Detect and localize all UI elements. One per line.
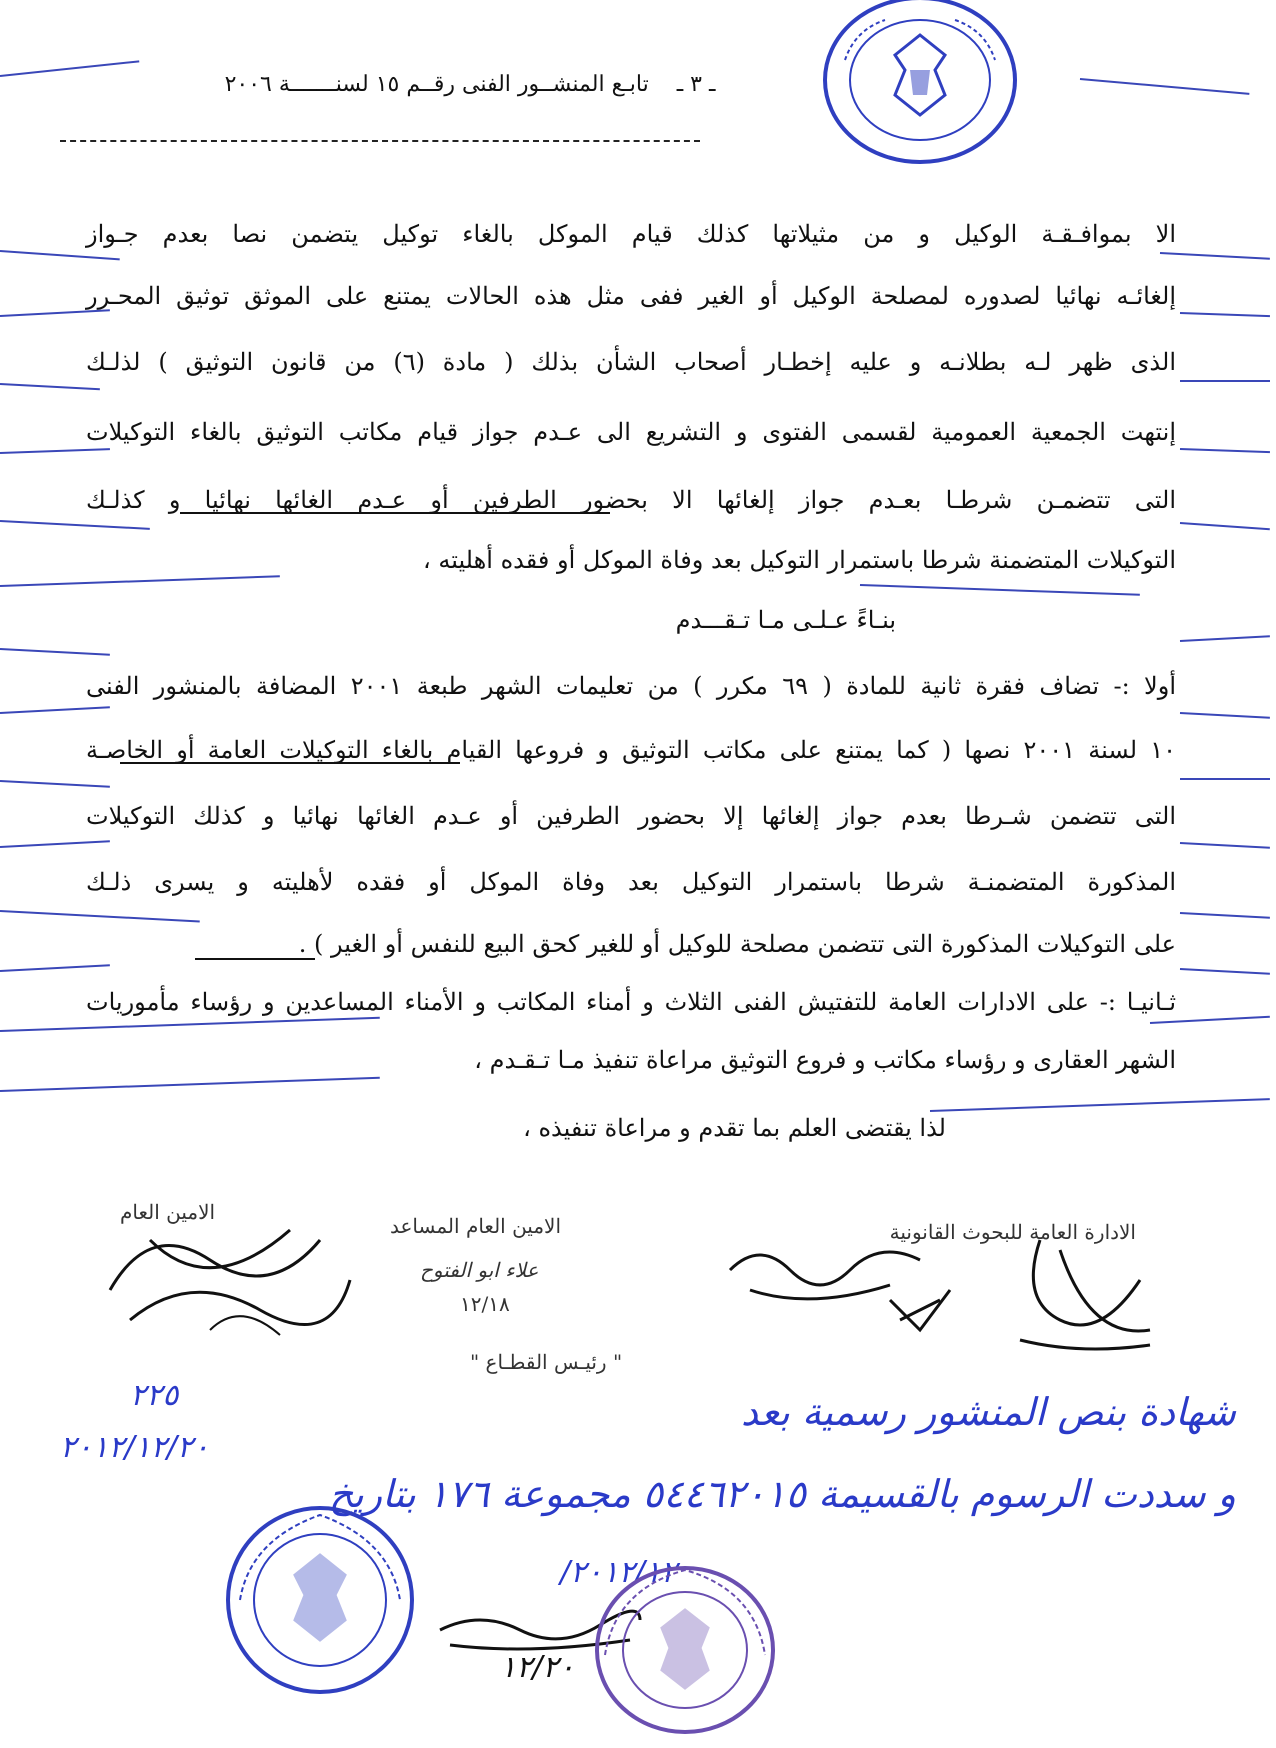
handwritten-line-1: شهادة بنص المنشور رسمية بعد (741, 1390, 1236, 1434)
signature-label-sector-head: " رئيـس القطـاع " (470, 1350, 623, 1374)
underline-mark (195, 958, 315, 960)
blue-margin-rule (0, 910, 200, 922)
body-line-14: الشهر العقارى و رؤساء مكاتب و فروع التوثيق مراعاة تنفيذ مـا تـقـدم ، (474, 1046, 1176, 1074)
blue-margin-rule (0, 964, 110, 972)
official-seal-stamp-bottom-right (590, 1560, 780, 1740)
blue-margin-rule (0, 448, 110, 454)
signature-director (1000, 1220, 1170, 1360)
blue-margin-rule (0, 383, 100, 390)
blue-margin-rule (0, 648, 110, 656)
underline-mark (120, 762, 460, 764)
signature-label-legal-research: الادارة العامة للبحوث القانونية (889, 1220, 1136, 1244)
body-line-10: التى تتضمن شـرطا بعدم جواز إلغائها إلا بحضور الطرفين أو عـدم الغائها نهائيا و كذلك التوكيلات (86, 802, 1176, 830)
header-title: تابـع المنشــور الفنى رقــم ١٥ لسنـــــــة ٢٠٠٦ (224, 72, 649, 97)
blue-margin-rule (1180, 778, 1270, 780)
blue-margin-rule (1180, 448, 1270, 453)
blue-margin-rule (1080, 78, 1250, 95)
page-header (120, 72, 820, 97)
blue-margin-rule (1180, 522, 1270, 530)
underline-mark (180, 512, 610, 514)
body-line-6: التوكيلات المتضمنة شرطا باستمرار التوكيل بعد وفاة الموكل أو فقده أهليته ، (422, 546, 1176, 574)
blue-margin-rule (0, 309, 110, 317)
blue-margin-rule (0, 706, 110, 714)
blue-margin-rule (1160, 252, 1270, 260)
handwritten-line-4: ٢٠١٢/١٢/ (560, 1555, 677, 1590)
blue-margin-rule (0, 1017, 380, 1032)
blue-margin-rule (0, 575, 280, 587)
body-line-15: لذا يقتضى العلم بما تقدم و مراعاة تنفيذه ، (523, 1114, 946, 1142)
signature-label-assistant-secretary: الامين العام المساعد (390, 1214, 562, 1238)
blue-margin-rule (860, 584, 1140, 596)
body-line-2: إلغائـه نهائيا لصدوره لمصلحة الوكيل أو الغير ففى مثل هذه الحالات يمتنع على الموثق توثيق المحـرر (86, 282, 1176, 310)
blue-margin-rule (1180, 968, 1270, 975)
handwritten-line-3: و سددت الرسوم بالقسيمة ٥٤٤٦٢٠١٥ مجموعة ١٧٦ بتاريخ (328, 1472, 1236, 1516)
body-line-13: ثـانيـا :- على الادارات العامة للتفتيش الفنى الثلاث و أمناء المكاتب و الأمناء المساعدين و رؤساء مأموريات (86, 988, 1176, 1016)
signature-name-assistant-secretary: علاء ابو الفتوح (420, 1258, 539, 1282)
blue-margin-rule (0, 520, 150, 530)
official-seal-stamp-bottom-left (220, 1500, 420, 1700)
blue-margin-rule (1180, 712, 1270, 719)
body-line-3: الذى ظهر لـه بطلانـه و عليه إخطـار أصحاب الشأن بذلك ( مادة (٦) من قانون التوثيق ) لذلـك (86, 348, 1176, 376)
blue-margin-rule (930, 1098, 1270, 1112)
blue-margin-rule (0, 250, 120, 260)
signature-label-secretary-general: الامين العام (120, 1200, 216, 1224)
header-divider (60, 140, 700, 142)
body-line-11: المذكورة المتضمنـة شرطا باستمرار التوكيل بعد وفاة الموكل أو فقده لأهليته و يسرى ذلـك (86, 868, 1176, 896)
signature-date-assistant-secretary: ١٢/١٨ (460, 1292, 510, 1316)
official-seal-stamp-top (815, 0, 1025, 175)
signature-secretary-general (90, 1200, 370, 1350)
blue-margin-rule (0, 780, 110, 788)
blue-margin-rule (0, 840, 110, 848)
body-line-9: ١٠ لسنة ٢٠٠١ نصها ( كما يمتنع على مكاتب التوثيق و فروعها القيام بالغاء التوكيلات العامة أو الخاصـة (86, 736, 1177, 764)
body-line-4: إنتهت الجمعية العمومية لقسمى الفتوى و التشريع الى عـدم جواز قيام مكاتب التوثيق بالغاء التوكيلات (86, 418, 1176, 446)
blue-margin-rule (1180, 312, 1270, 317)
body-line-1: الا بموافـقـة الوكيل و من مثيلاتها كذلك قيام الموكل بالغاء توكيل يتضمن نصا بعدم جـواز (86, 220, 1176, 248)
handwritten-line-1-number: ٢٢٥ (130, 1378, 179, 1413)
handwritten-line-5: ١٢/٢٠ (500, 1650, 575, 1685)
signature-check-mark (880, 1280, 960, 1340)
handwritten-line-2: ٢٠١٢/١٢/٢٠ (60, 1430, 210, 1465)
body-line-7: بنـاءً عـلـى مـا تـقـــدم (675, 606, 896, 634)
blue-margin-rule (1180, 912, 1270, 919)
blue-margin-rule (1180, 842, 1270, 849)
blue-margin-rule (1180, 635, 1270, 642)
page-number: ـ ٣ ـ (676, 72, 716, 97)
body-line-12: على التوكيلات المذكورة التى تتضمن مصلحة للوكيل أو للغير كحق البيع للنفس أو الغير ) . (298, 930, 1176, 958)
blue-margin-rule (0, 1077, 380, 1092)
body-line-8: أولا :- تضاف فقرة ثانية للمادة ( ٦٩ مكرر ) من تعليمات الشهر طبعة ٢٠٠١ المضافة بالمنشور الفنى (86, 672, 1177, 700)
blue-margin-rule (0, 60, 139, 77)
blue-margin-rule (1180, 380, 1270, 382)
body-line-5: التى تتضمـن شرطـا بعـدم جواز إلغائها الا بحضور الطرفين أو عـدم الغائها نهائيا و كذلـك (86, 486, 1176, 514)
